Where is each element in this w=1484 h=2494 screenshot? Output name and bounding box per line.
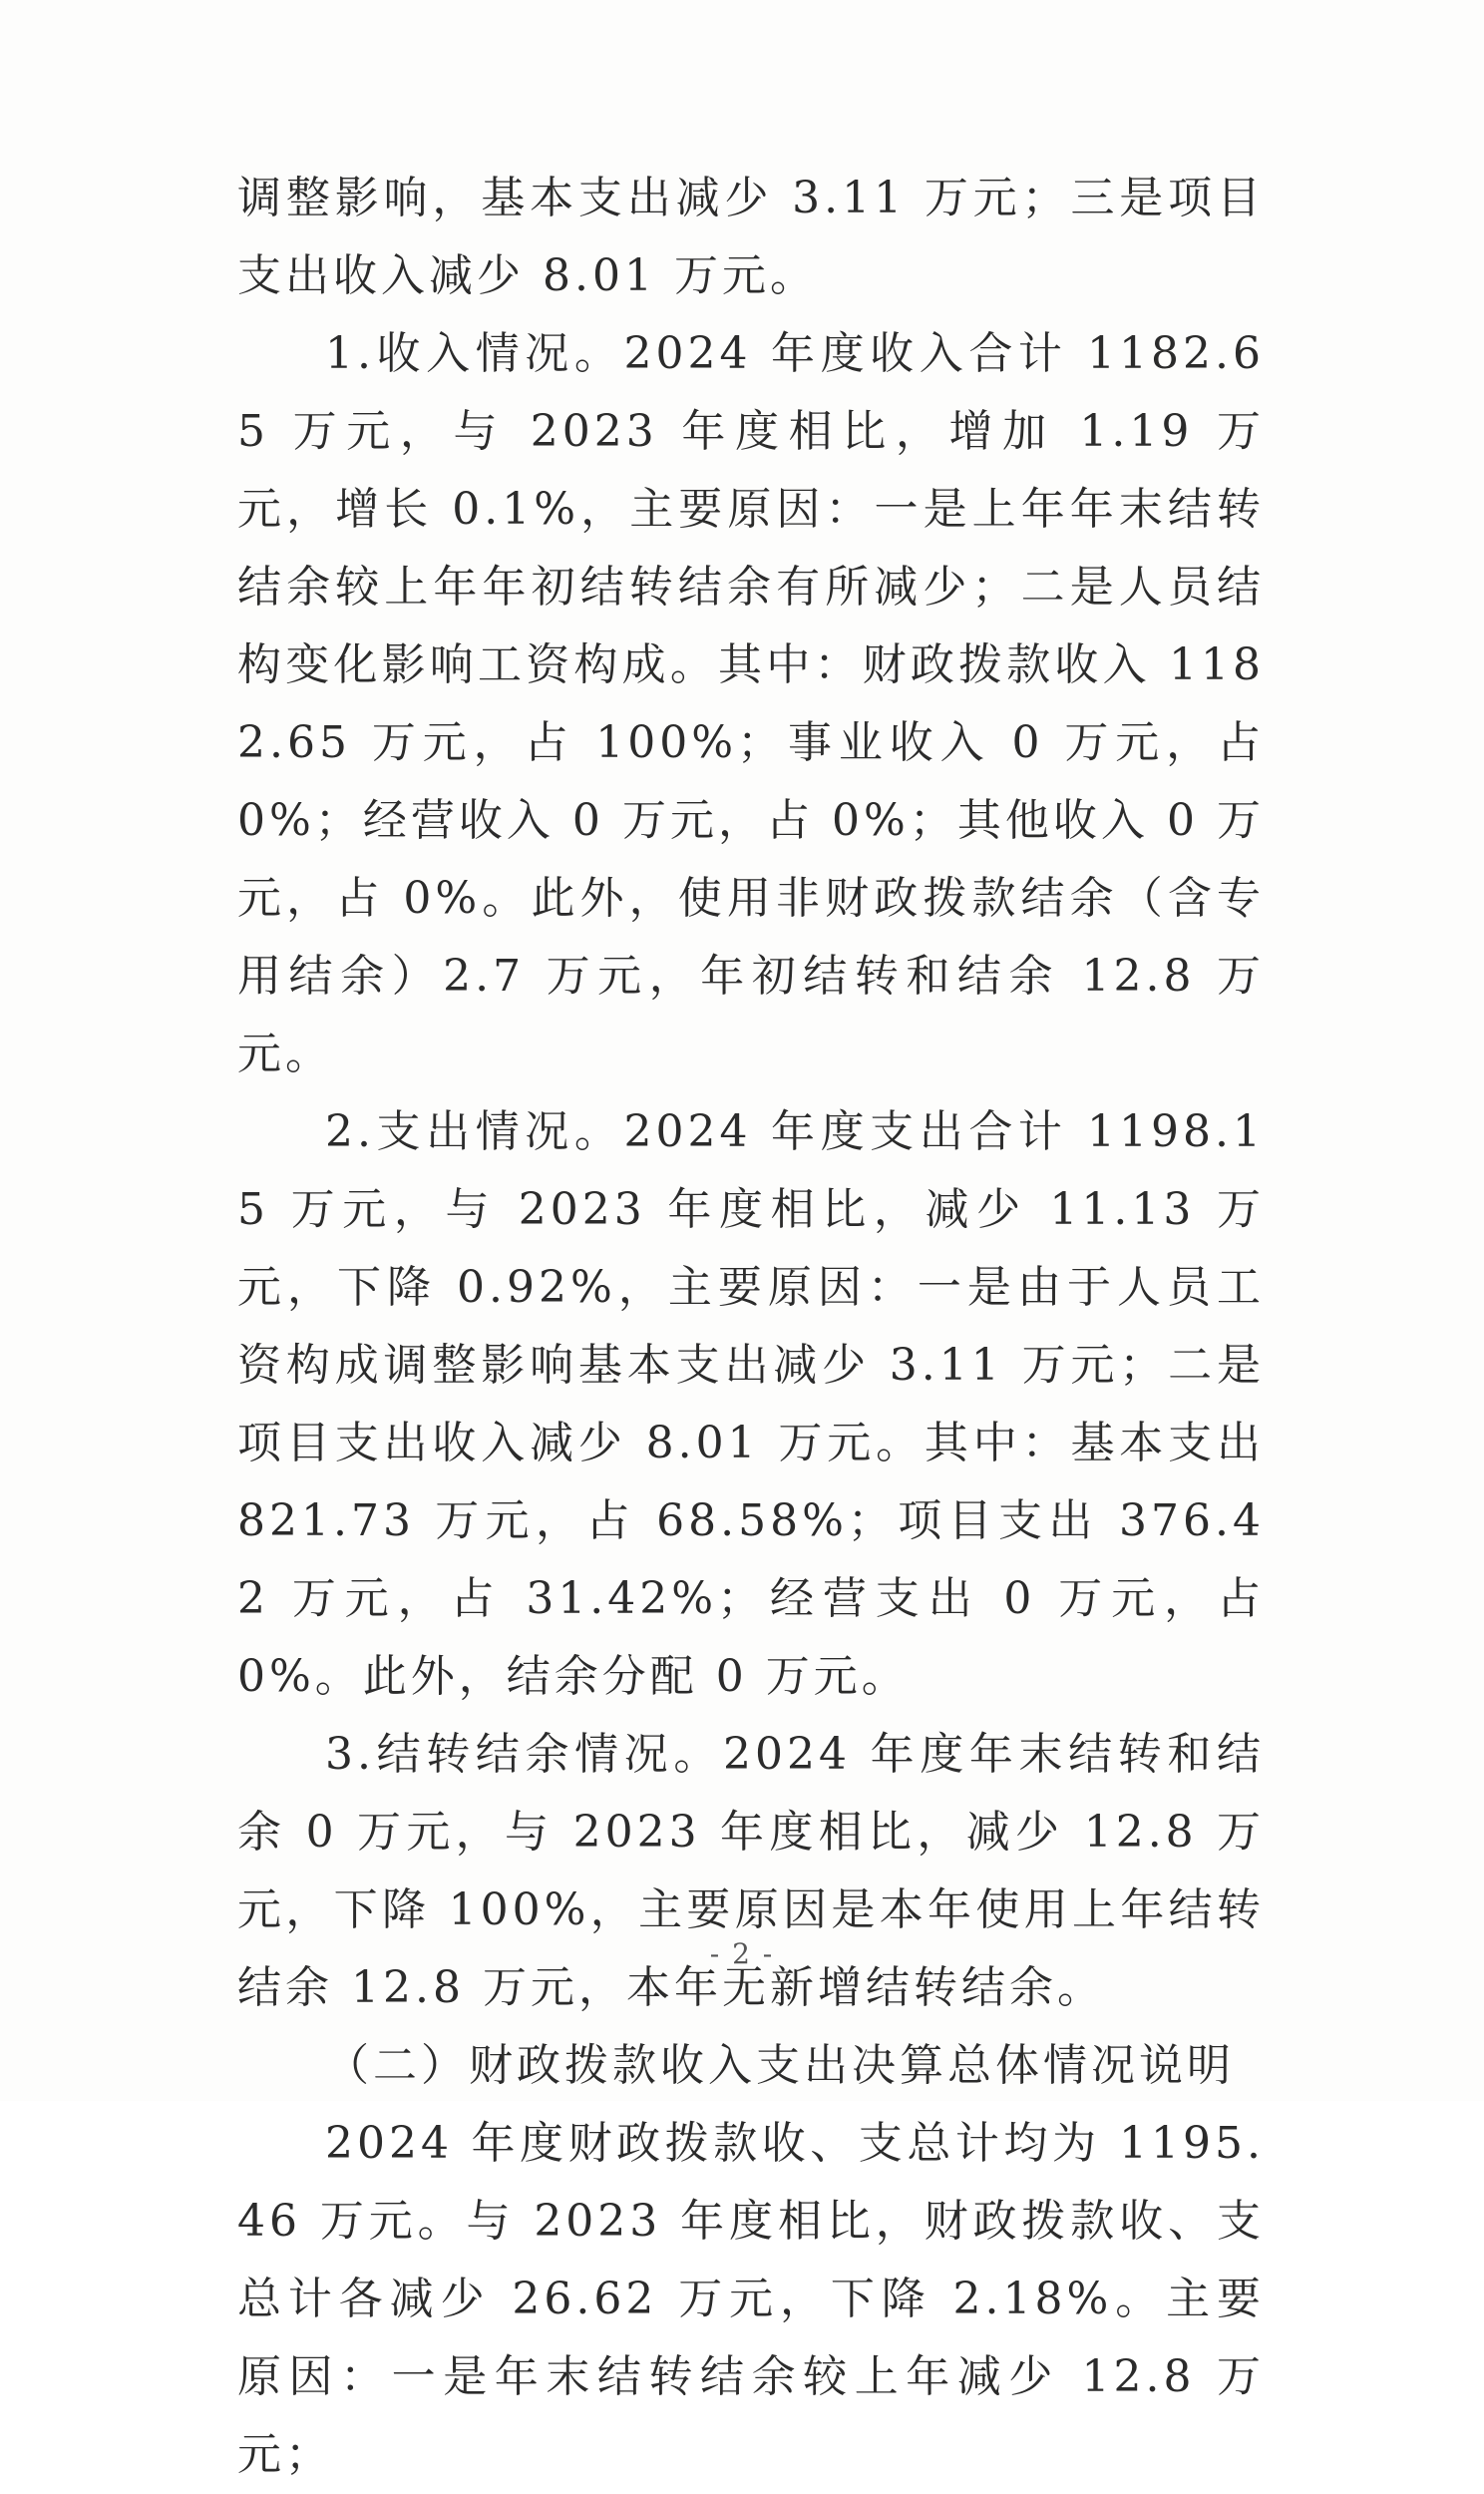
page-number: - 2 - bbox=[709, 1937, 775, 1970]
paragraph-income: 1.收入情况。2024 年度收入合计 1182.65 万元，与 2023 年度相比，增加 1.19 万元，增长 0.1%，主要原因：一是上年年末结转结余较上年年初结转结余有所减少；二是人员结构变化影响工资构成。其中：财政拨款收入 1182.65 万元，占 100%；事业收入 0 万元，占 0%；经营收入 0 万元，占 0%；其他收入 0 万元，占 0%。此外，使用非财政拨款结余（含专用结余）2.7 万元，年初结转和结余 12.8 万元。 bbox=[237, 328, 1265, 1079]
paragraph-expenditure: 2.支出情况。2024 年度支出合计 1198.15 万元，与 2023 年度相比，减少 11.13 万元，下降 0.92%，主要原因：一是由于人员工资构成调整影响基本支出减少 3.11 万元；二是项目支出收入减少 8.01 万元。其中：基本支出 821.73 万元，占 68.58%；项目支出 376.42 万元，占 31.42%；经营支出 0 万元，占 0%。此外，结余分配 0 万元。 bbox=[237, 1106, 1265, 1702]
paragraph-fiscal-appropriation: 2024 年度财政拨款收、支总计均为 1195.46 万元。与 2023 年度相比，财政拨款收、支总计各减少 26.62 万元，下降 2.18%。主要原因：一是年末结转结余较上年减少 12.8 万元； bbox=[237, 2118, 1265, 2480]
document-body bbox=[237, 160, 1265, 2494]
paragraph: 调整影响，基本支出减少 3.11 万元；三是项目支出收入减少 8.01 万元。 bbox=[237, 173, 1265, 301]
section-heading: （二）财政拨款收入支出决算总体情况说明 bbox=[325, 2040, 1235, 2091]
paragraph-carryover: 3.结转结余情况。2024 年度年末结转和结余 0 万元，与 2023 年度相比，减少 12.8 万元，下降 100%，主要原因是本年使用上年结转结余 12.8 万元，本年无新增结转结余。 bbox=[237, 1729, 1265, 2013]
